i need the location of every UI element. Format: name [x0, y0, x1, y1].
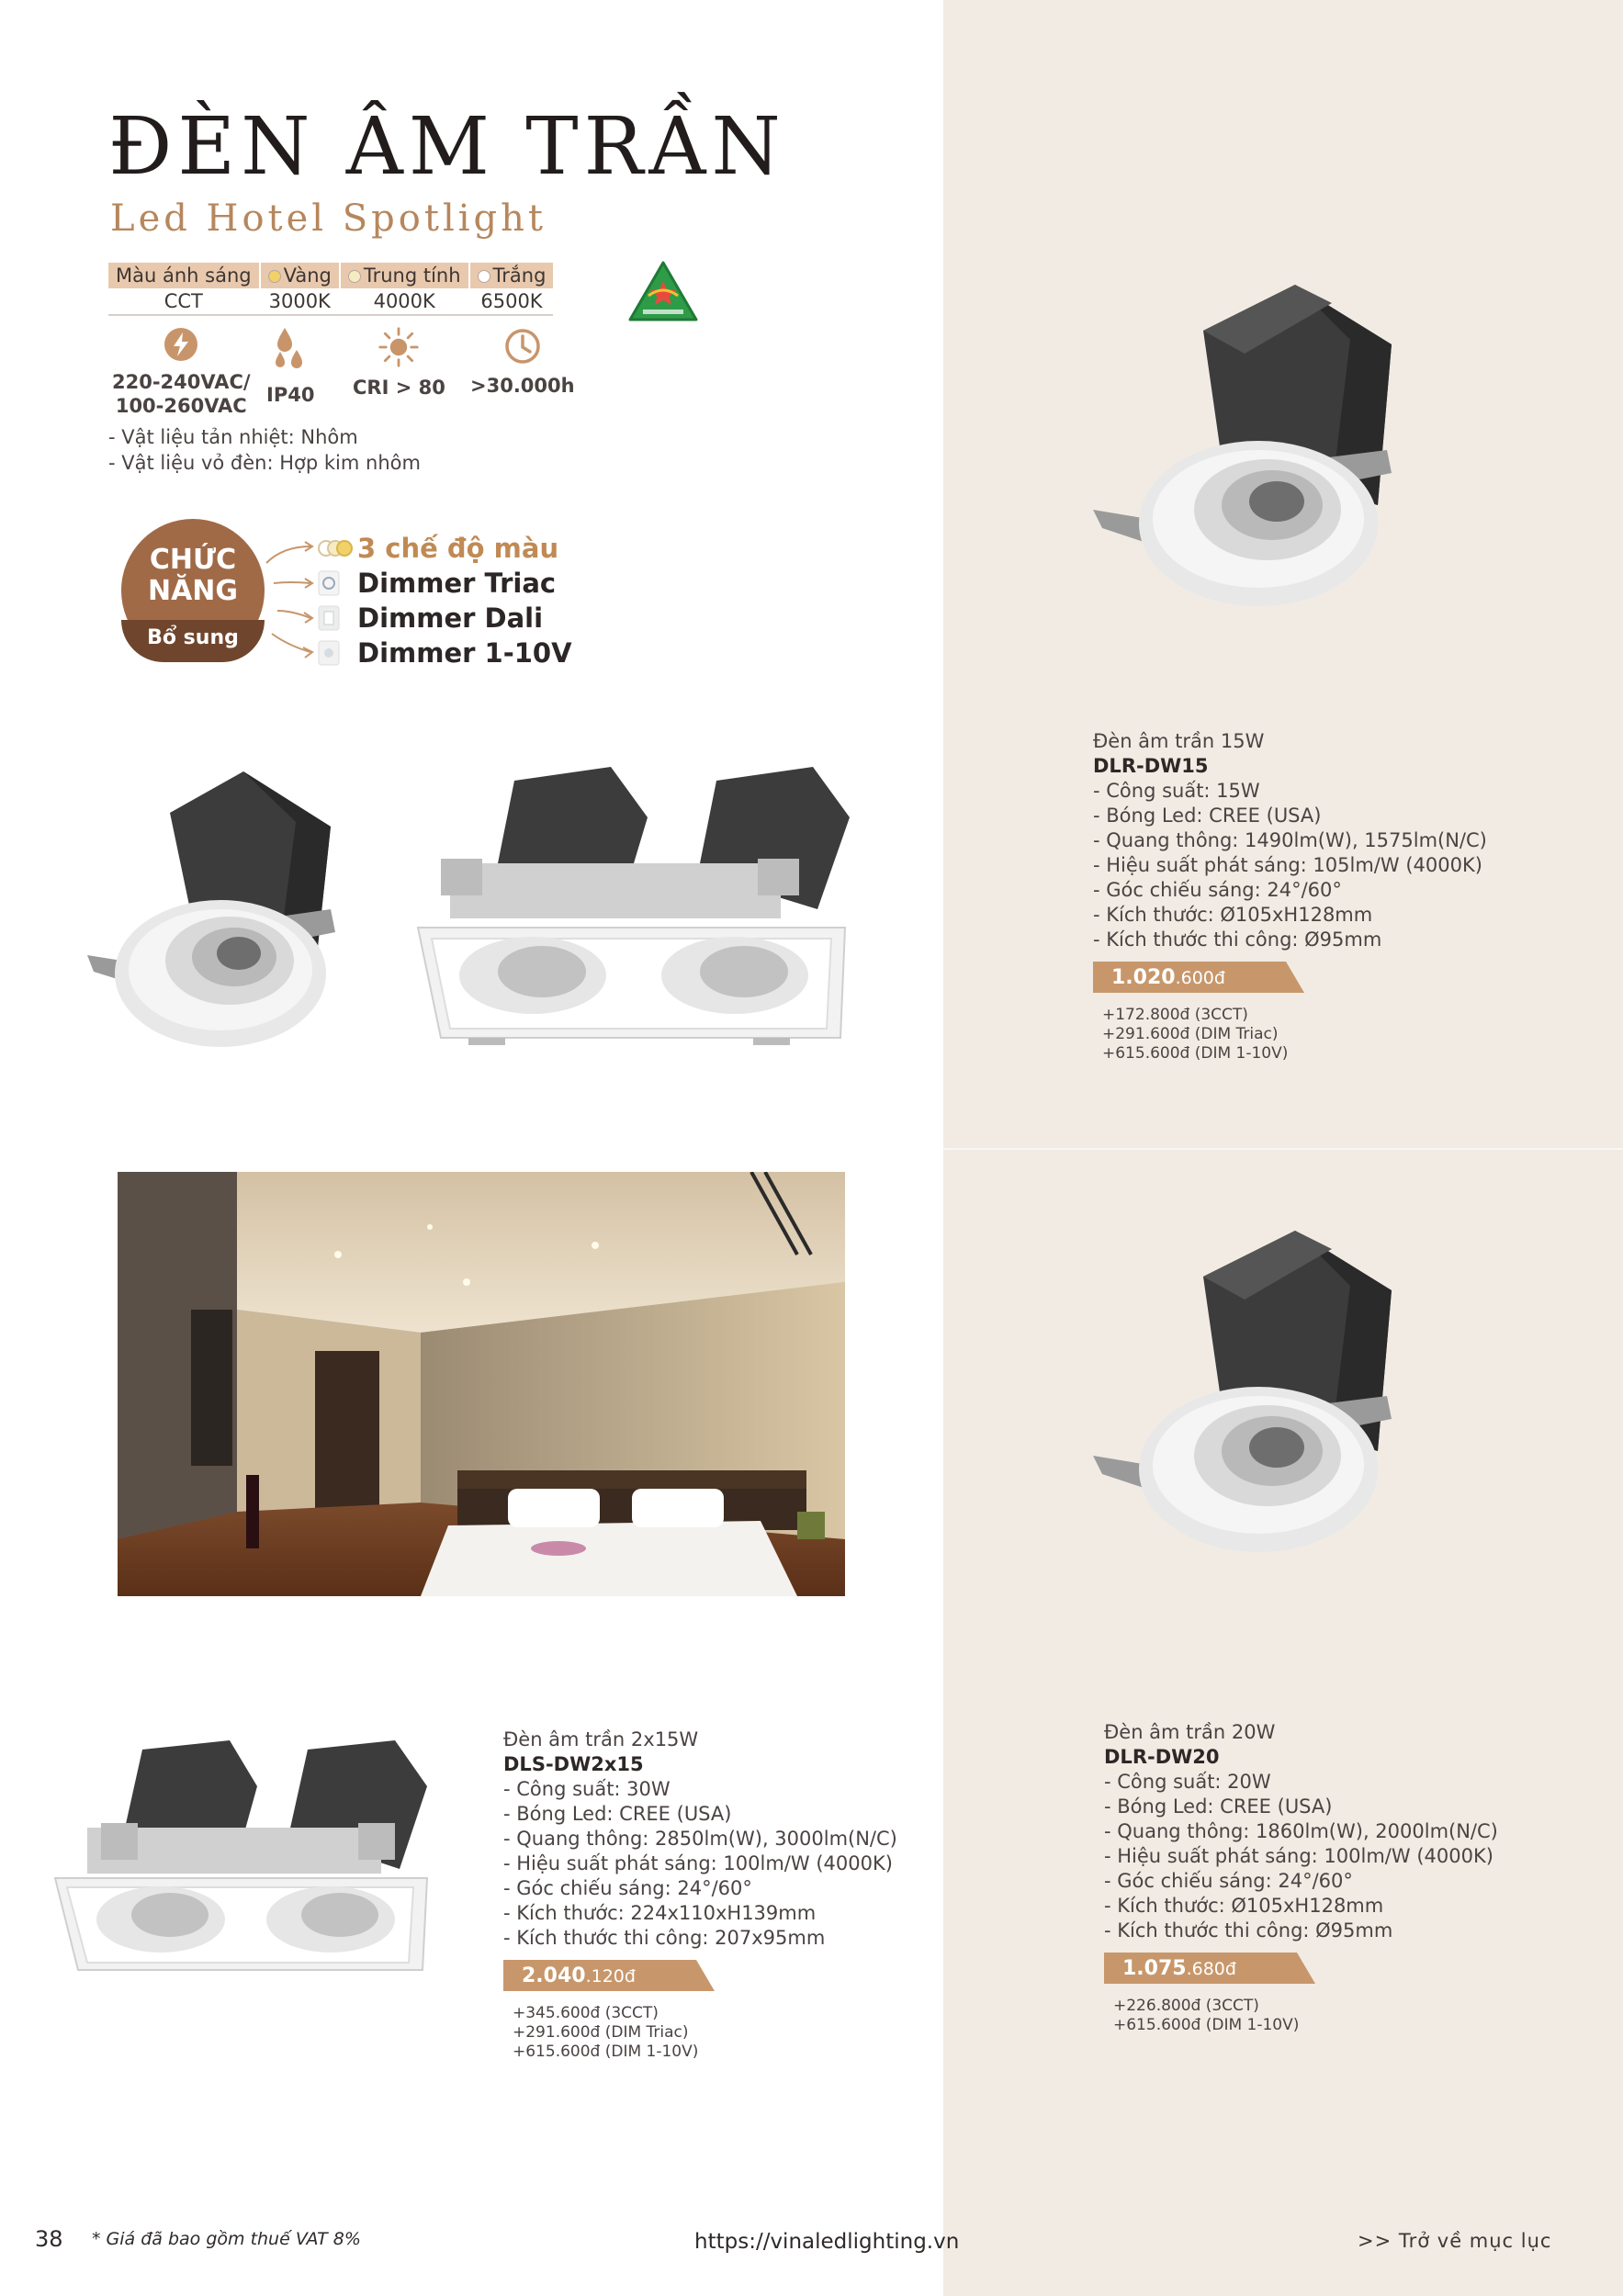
spec-lifetime: >30.000h	[470, 326, 575, 398]
product-code: DLS-DW2x15	[503, 1753, 644, 1775]
table-cell: CCT	[108, 288, 260, 315]
material-line: - Vật liệu tản nhiệt: Nhôm	[108, 426, 358, 448]
price-tag	[1104, 1953, 1315, 1984]
product-image-dlr-dw15	[1084, 276, 1414, 615]
price-decimal: .120đ	[585, 1966, 636, 1986]
spec-line: - Góc chiếu sáng: 24°/60°	[1104, 1870, 1353, 1892]
spec-line: - Hiệu suất phát sáng: 105lm/W (4000K)	[1093, 854, 1482, 876]
price-options	[1102, 1006, 1487, 1064]
material-line: - Vật liệu vỏ đèn: Hợp kim nhôm	[108, 452, 421, 474]
feature-arrows	[265, 537, 320, 675]
price-option: +615.600đ (DIM 1-10V)	[1113, 2016, 1300, 2034]
price-main: 2.040	[522, 1964, 586, 1987]
price-option: +291.600đ (DIM Triac)	[1102, 1025, 1279, 1043]
spec-line: - Công suất: 20W	[1104, 1771, 1271, 1793]
price-main: 1.075	[1122, 1957, 1187, 1980]
feature-item: 3 chế độ màu	[317, 531, 572, 566]
price-options	[1113, 1997, 1498, 2035]
certification-badge-icon	[626, 259, 700, 325]
product-block-dlr-dw20	[1104, 1720, 1498, 2035]
feature-list	[317, 531, 572, 670]
product-name: Đèn âm trần 2x15W	[503, 1728, 699, 1750]
website-link[interactable]: https://vinaledlighting.vn	[694, 2230, 960, 2254]
lightning-icon	[163, 326, 199, 363]
product-name: Đèn âm trần 20W	[1104, 1721, 1276, 1743]
price-decimal: .600đ	[1175, 968, 1225, 988]
sun-icon	[376, 326, 422, 368]
price-decimal: .680đ	[1186, 1959, 1236, 1979]
spec-line: - Kích thước: Ø105xH128mm	[1093, 904, 1373, 926]
price-option: +345.600đ (3CCT)	[513, 2004, 659, 2022]
spec-line: - Công suất: 15W	[1093, 780, 1260, 802]
spec-line: - Kích thước thi công: Ø95mm	[1104, 1919, 1393, 1941]
product-image-dlr-dw20	[1084, 1221, 1414, 1561]
spec-line: - Quang thông: 1860lm(W), 2000lm(N/C)	[1104, 1820, 1498, 1842]
spec-line: - Bóng Led: CREE (USA)	[1093, 805, 1322, 827]
table-cell: 3000K	[260, 288, 340, 315]
spec-line: - Góc chiếu sáng: 24°/60°	[1093, 879, 1342, 901]
spec-line: - Hiệu suất phát sáng: 100lm/W (4000K)	[1104, 1845, 1493, 1867]
product-block-dls-dw2x15	[503, 1728, 897, 2062]
product-image-dls-dw2x15	[51, 1740, 436, 1979]
table-cell: 6500K	[469, 288, 554, 315]
warm-dot-icon	[268, 270, 281, 283]
spec-line: - Kích thước: 224x110xH139mm	[503, 1902, 817, 1924]
spec-line: - Công suất: 30W	[503, 1778, 671, 1800]
price-option: +226.800đ (3CCT)	[1113, 1997, 1259, 2015]
table-header-cell: Màu ánh sáng	[108, 263, 260, 288]
table-header-cell: Vàng	[260, 263, 340, 288]
spec-line: - Hiệu suất phát sáng: 100lm/W (4000K)	[503, 1852, 893, 1874]
table-header-cell: Trắng	[469, 263, 554, 288]
color-temperature-table	[108, 263, 553, 316]
spec-line: - Kích thước thi công: Ø95mm	[1093, 929, 1382, 951]
spec-voltage: 220-240VAC/ 100-260VAC	[112, 326, 251, 418]
water-drops-icon	[272, 326, 309, 376]
back-to-contents-link[interactable]: >> Trở về mục lục	[1358, 2230, 1552, 2252]
dimmer-triac-icon	[317, 569, 341, 597]
product-image-double	[413, 762, 854, 1056]
price-option: +291.600đ (DIM Triac)	[513, 2023, 689, 2042]
price-option: +172.800đ (3CCT)	[1102, 1006, 1248, 1024]
dimmer-1-10v-icon	[317, 639, 341, 667]
spec-line: - Kích thước thi công: 207x95mm	[503, 1927, 826, 1949]
price-options	[513, 2004, 897, 2062]
spec-line: - Quang thông: 1490lm(W), 1575lm(N/C)	[1093, 829, 1487, 851]
spec-line: - Kích thước: Ø105xH128mm	[1104, 1895, 1384, 1917]
spec-ip-rating: IP40	[266, 326, 314, 407]
spec-line: - Góc chiếu sáng: 24°/60°	[503, 1877, 752, 1899]
spec-cri: CRI > 80	[353, 326, 445, 400]
feature-item: Dimmer 1-10V	[317, 636, 572, 670]
feature-item: Dimmer Triac	[317, 566, 572, 601]
three-color-mode-icon	[317, 538, 357, 558]
product-block-dlr-dw15	[1093, 729, 1487, 1064]
spec-line: - Bóng Led: CREE (USA)	[503, 1803, 732, 1825]
feature-item: Dimmer Dali	[317, 601, 572, 636]
price-tag	[503, 1960, 715, 1991]
spec-line: - Quang thông: 2850lm(W), 3000lm(N/C)	[503, 1828, 897, 1850]
hotel-room-photo	[118, 1172, 845, 1596]
page-title: ĐÈN ÂM TRẦN	[108, 101, 786, 193]
spec-line: - Bóng Led: CREE (USA)	[1104, 1795, 1333, 1818]
table-cell: 4000K	[340, 288, 469, 315]
product-image-single	[83, 762, 349, 1047]
price-option: +615.600đ (DIM 1-10V)	[513, 2043, 699, 2061]
price-tag	[1093, 962, 1304, 993]
product-code: DLR-DW15	[1093, 755, 1209, 777]
page-number: 38	[35, 2226, 63, 2252]
price-option: +615.600đ (DIM 1-10V)	[1102, 1044, 1289, 1063]
price-main: 1.020	[1111, 966, 1176, 989]
feature-badge: CHỨC NĂNG Bổ sung	[121, 519, 265, 662]
white-dot-icon	[478, 270, 490, 283]
clock-icon	[502, 326, 543, 366]
dimmer-dali-icon	[317, 604, 341, 632]
materials-list	[108, 424, 421, 476]
product-name: Đèn âm trần 15W	[1093, 730, 1265, 752]
neutral-dot-icon	[348, 270, 361, 283]
page-subtitle: Led Hotel Spotlight	[110, 197, 547, 240]
vat-note: * Giá đã bao gồm thuế VAT 8%	[92, 2229, 361, 2249]
panel-divider	[943, 1148, 1623, 1150]
product-code: DLR-DW20	[1104, 1746, 1220, 1768]
table-header-cell: Trung tính	[340, 263, 469, 288]
